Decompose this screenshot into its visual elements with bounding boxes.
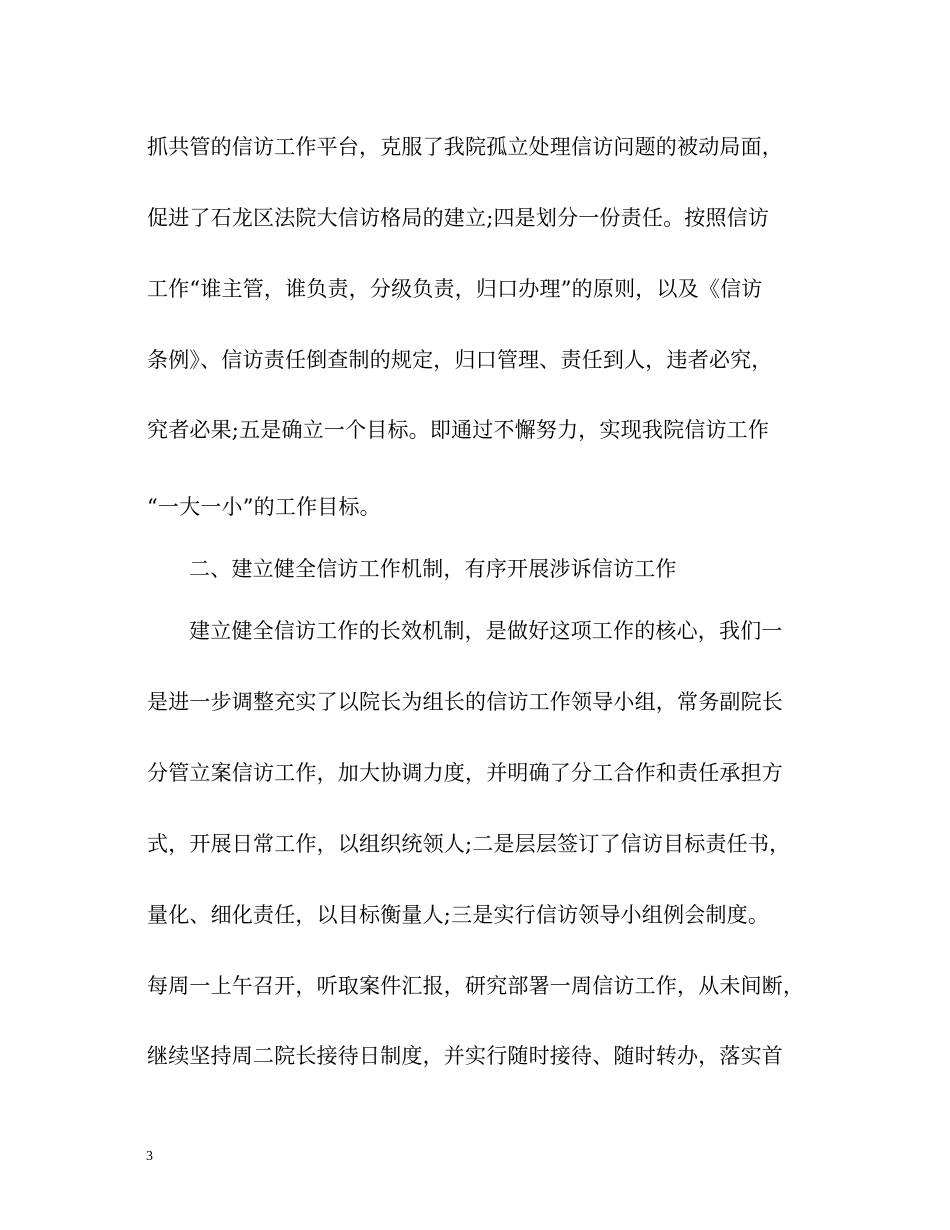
text-line-1: 抓共管的信访工作平台，克服了我院孤立处理信访问题的被动局面， [147,135,783,159]
text-line-3: 工作“谁主管，谁负责，分级负责，归口办理”的原则，以及《信访 [147,277,763,301]
text-line-4: 条例》、信访责任倒查制的规定，归口管理、责任到人，违者必究， [147,348,773,372]
page-number: 3 [146,1149,153,1164]
text-line-2: 促进了石龙区法院大信访格局的建立;四是划分一份责任。按照信访 [147,206,770,230]
text-line-11: 式，开展日常工作，以组织统领人;二是层层签订了信访目标责任书， [147,832,791,856]
text-line-6: “一大一小”的工作目标。 [147,495,381,519]
text-line-12: 量化、细化责任，以目标衡量人;三是实行信访领导小组例会制度。 [147,903,770,927]
section-heading: 二、建立健全信访工作机制，有序开展涉诉信访工作 [189,557,677,581]
text-line-8: 建立健全信访工作的长效机制，是做好这项工作的核心，我们一 [189,619,783,643]
text-line-10: 分管立案信访工作，加大协调力度，并明确了分工合作和责任承担方 [147,761,783,785]
text-line-9: 是进一步调整充实了以院长为组长的信访工作领导小组，常务副院长 [147,690,783,714]
text-line-5: 究者必果;五是确立一个目标。即通过不懈努力，实现我院信访工作 [147,418,770,442]
text-line-14: 继续坚持周二院长接待日制度，并实行随时接待、随时转办，落实首 [147,1044,783,1068]
text-line-13: 每周一上午召开，听取案件汇报，研究部署一周信访工作，从未间断， [147,974,805,998]
